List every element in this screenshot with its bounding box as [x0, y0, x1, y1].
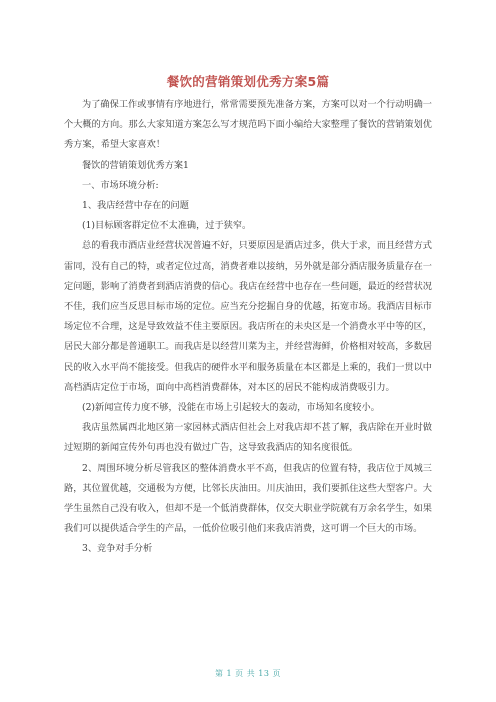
document-title: 餐饮的营销策划优秀方案5篇 [166, 74, 330, 89]
body-paragraph: 总的看我市酒店业经营状况普遍不好，只要原因是酒店过多，供大于求，而且经营方式雷同，没有自己的特，或者定位过高，消费者难以接纳，另外就是部分酒店服务质量存在一定问题，影响了消费者到酒店消费的信心。我店在经营中也存在一些问题，最近的经营状况不佳，我们应当反思目标市场的定位。应当充分挖掘自身的优越，拓宽市场。我酒店目标市场定位不合理，这是导致效益不佳主要原因。我店所在的未央区是一个消费水平中等的区，居民大部分都是普通职工。而我店是以经营川菜为主，并经营海鲜，价格相对较高，多数居民的收入水平尚不能接受。但我店的硬件水平和服务质量在本区都是上乘的，我们一贯以中高档酒店定位于市场，面向中高档消费群体，对本区的居民不能构成消费吸引力。 [64, 240, 432, 393]
body-paragraph: 我店虽然属西北地区第一家园林式酒店但社会上对我店却不甚了解，我店除在开业时做过短期的新闻宣传外句再也没有做过广告，这导致我酒店的知名度很低。 [64, 422, 432, 454]
subheading: 3、竞争对手分析 [82, 543, 153, 555]
body-paragraph: 2、周围环境分析尽管我区的整体消费水平不高，但我店的位置有特，我店位于凤城三路，其位置优越，交通极为方便，比邻长庆油田。川庆油田，我们要抓住这些大型客户。大学生虽然自己没有收入，但却不是一个低消费群体，仅交大职业学院就有万余名学生，如果我们可以提供适合学生的产品，一低价位吸引他们来我店消费，这可谓一个巨大的市场。 [64, 462, 432, 535]
subheading: 1、我店经营中存在的问题 [82, 200, 189, 212]
section-heading: 餐饮的营销策划优秀方案1 [82, 159, 189, 171]
subheading: (1)目标顾客群定位不太准确，过于狭窄。 [82, 220, 252, 232]
intro-paragraph: 为了确保工作或事情有序地进行，常常需要预先准备方案，方案可以对一个行动明确一个大概的方向。那么大家知道方案怎么写才规范吗下面小编给大家整理了餐饮的营销策划优秀方案，希望大家喜欢！ [64, 99, 432, 151]
page-footer: 第 1 页 共 13 页 [215, 669, 281, 678]
subheading: (2)新闻宣传力度不够，没能在市场上引起较大的轰动，市场知名度较小。 [82, 402, 380, 414]
subheading: 一、市场环境分析: [82, 179, 159, 191]
document-body [64, 95, 432, 560]
